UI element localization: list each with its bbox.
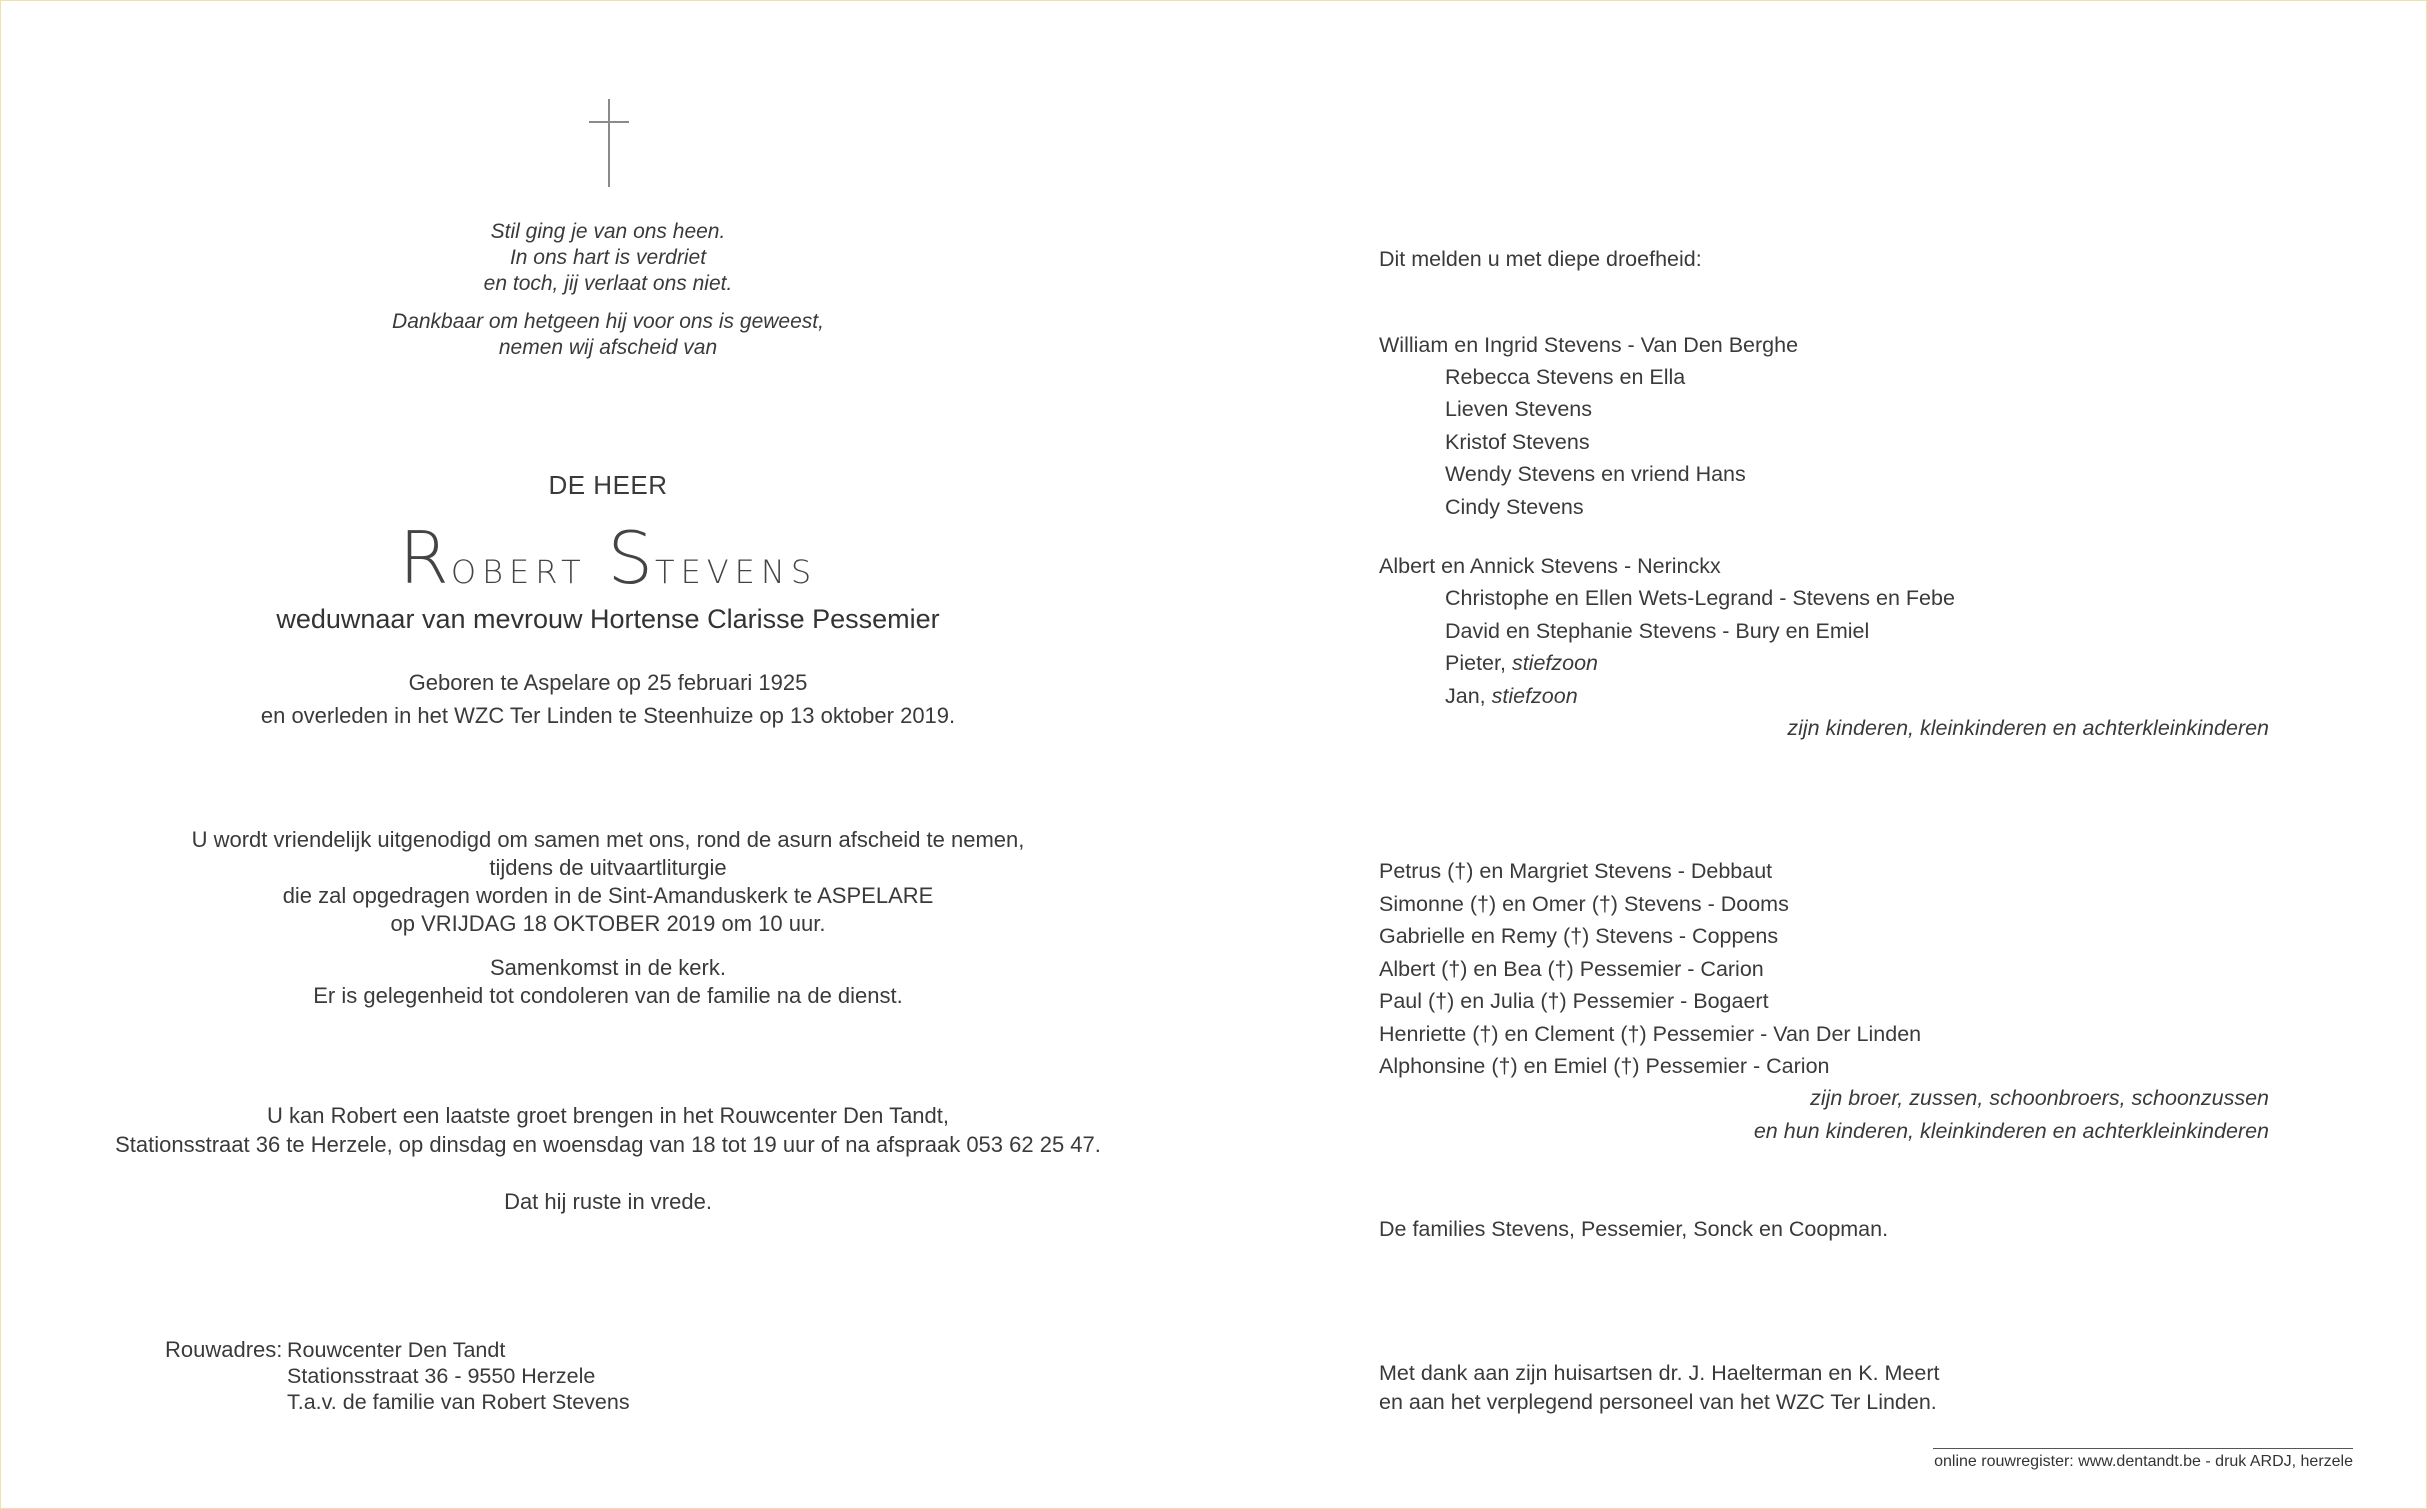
cross-icon-bar (589, 121, 629, 123)
grandchild: David en Stephanie Stevens - Bury en Emiel (1445, 619, 1870, 643)
poem-line: en toch, jij verlaat ons niet. (483, 272, 733, 295)
address-label: Rouwadres: (165, 1337, 283, 1362)
birth-death (208, 667, 1008, 732)
intro: Dit melden u met diepe droefheid: (1379, 247, 1702, 271)
last-name-initial: S (607, 516, 656, 600)
first-name-rest: obert (450, 540, 587, 594)
thanks-doctors: Met dank aan zijn huisartsen dr. J. Haelterman en K. Meert (1379, 1361, 1940, 1385)
thanks-staff: en aan het verplegend personeel van het WZC Ter Linden. (1379, 1390, 1937, 1414)
grandchild: Wendy Stevens en vriend Hans (1445, 462, 1746, 486)
last-name-rest: tevens (655, 540, 818, 594)
invite-line: tijdens de uitvaartliturgie (489, 855, 727, 880)
stepson (1445, 649, 1598, 677)
rest-in-peace: Dat hij ruste in vrede. (504, 1189, 712, 1214)
sibling-line: Paul (†) en Julia (†) Pessemier - Bogaert (1379, 989, 1769, 1013)
gathering-info (108, 954, 1108, 1010)
stepson-role: stiefzoon (1511, 651, 1598, 675)
thanks-line: Dankbaar om hetgeen hij voor ons is geweest, (392, 310, 824, 333)
visit-line: U kan Robert een laatste groet brengen in het Rouwcenter Den Tandt, (266, 1103, 950, 1128)
grandchild: Christophe en Ellen Wets-Legrand - Stevens en Febe (1445, 586, 1955, 610)
footer-text: online rouwregister: www.dentandt.be - druk ARDJ, herzele (1934, 1453, 2353, 1470)
thanks-line: nemen wij afscheid van (498, 336, 718, 359)
deceased-name (208, 516, 1008, 604)
grandchild: Rebecca Stevens en Ella (1445, 365, 1686, 389)
invite-line: die zal opgedragen worden in de Sint-Amanduskerk te ASPELARE (282, 883, 934, 908)
stepson (1445, 682, 1578, 710)
sibling-line: Alphonsine (†) en Emiel (†) Pessemier - Carion (1379, 1054, 1830, 1078)
children-group-head: William en Ingrid Stevens - Van Den Berghe (1379, 333, 1799, 357)
died-line: en overleden in het WZC Ter Linden te Steenhuize op 13 oktober 2019. (260, 702, 956, 728)
poem (308, 219, 908, 297)
address (287, 1337, 630, 1415)
born-line: Geboren te Aspelare op 25 februari 1925 (408, 670, 808, 695)
ceremony-invitation (108, 826, 1108, 938)
siblings-caption: zijn broer, zussen, schoonbroers, schoonzussen (1810, 1086, 2269, 1110)
visit-line: Stationsstraat 36 te Herzele, op dinsdag en woensdag van 18 tot 19 uur of na afspraak 053 62 25 47. (115, 1132, 1101, 1157)
families-line: De families Stevens, Pessemier, Sonck en Coopman. (1379, 1217, 1889, 1241)
address-line: Stationsstraat 36 - 9550 Herzele (287, 1364, 596, 1388)
siblings-caption: en hun kinderen, kleinkinderen en achterkleinkinderen (1753, 1119, 2269, 1143)
thanks-text (308, 309, 908, 361)
honorific: DE HEER (548, 470, 668, 500)
sibling-line: Petrus (†) en Margriet Stevens - Debbaut (1379, 859, 1773, 883)
invite-line: U wordt vriendelijk uitgenodigd om samen met ons, rond de asurn afscheid te nemen, (191, 827, 1025, 852)
sibling-line: Albert (†) en Bea (†) Pessemier - Carion (1379, 957, 1764, 981)
family-column (1379, 1, 2269, 1481)
sibling-line: Henriette (†) en Clement (†) Pessemier - Van Der Linden (1379, 1022, 1922, 1046)
grandchild: Kristof Stevens (1445, 430, 1590, 454)
grandchild: Lieven Stevens (1445, 397, 1593, 421)
sibling-line: Gabrielle en Remy (†) Stevens - Coppens (1379, 924, 1779, 948)
gathering-line: Er is gelegenheid tot condoleren van de familie na de dienst. (313, 983, 903, 1008)
first-name-initial: R (398, 516, 451, 600)
poem-line: In ons hart is verdriet (509, 246, 707, 269)
widower-of: weduwnaar van mevrouw Hortense Clarisse Pessemier (276, 604, 940, 634)
stepson-name: Jan, (1445, 684, 1486, 708)
visit-info (108, 1101, 1108, 1159)
footer-divider (1933, 1448, 2353, 1449)
poem-line: Stil ging je van ons heen. (490, 220, 726, 243)
children-caption: zijn kinderen, kleinkinderen en achterkleinkinderen (1787, 716, 2269, 740)
children-group-head: Albert en Annick Stevens - Nerinckx (1379, 554, 1721, 578)
grandchild: Cindy Stevens (1445, 495, 1584, 519)
stepson-name: Pieter, (1445, 651, 1506, 675)
address-line: T.a.v. de familie van Robert Stevens (287, 1390, 630, 1414)
address-line: Rouwcenter Den Tandt (287, 1338, 506, 1362)
stepson-role: stiefzoon (1491, 684, 1578, 708)
sibling-line: Simonne (†) en Omer (†) Stevens - Dooms (1379, 892, 1789, 916)
cross-icon (608, 99, 610, 187)
gathering-line: Samenkomst in de kerk. (490, 955, 726, 980)
invite-line: op VRIJDAG 18 OKTOBER 2019 om 10 uur. (390, 911, 826, 936)
